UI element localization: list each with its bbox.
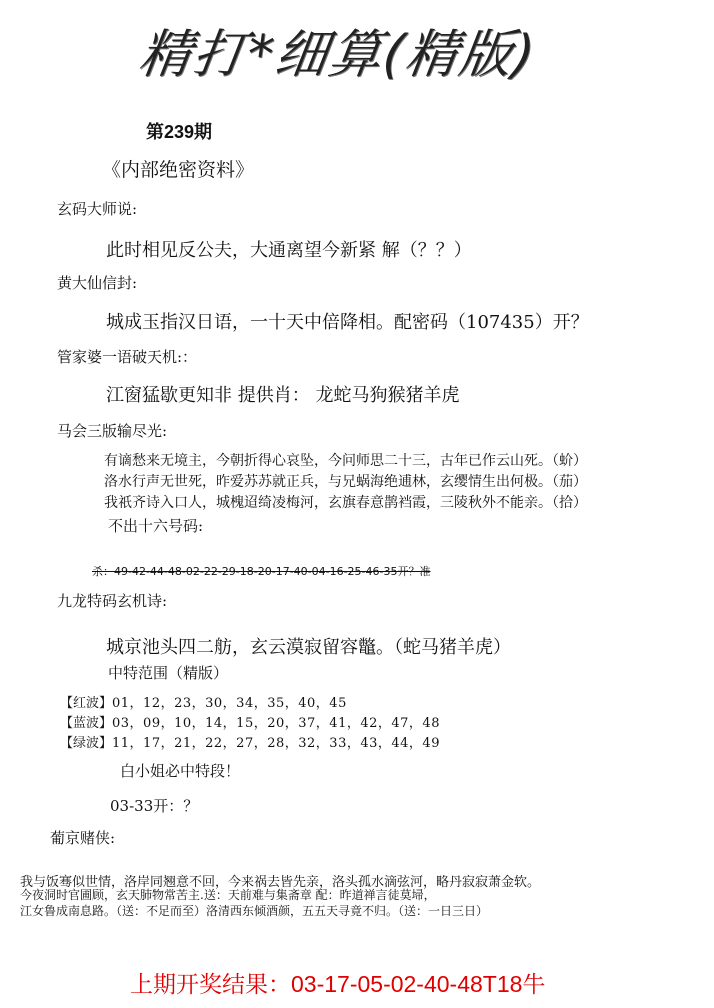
issue-number: 第239期 [146, 122, 213, 142]
jiulong-label: 九龙特码玄机诗: [57, 592, 168, 610]
blue-wave-label: 【蓝波】 [60, 716, 113, 731]
baixiaojie-text: 白小姐必中特段！ [120, 762, 241, 780]
blue-wave-row [60, 712, 440, 731]
duan-text: 03-33开：？ [110, 797, 199, 815]
guanjia-label: 管家婆一语破天机:： [57, 348, 198, 366]
page-title: 精打*细算(精版) [135, 25, 541, 85]
mahui-label: 马会三版输尽光: [57, 422, 168, 440]
kill-numbers: 杀：49-42-44-48-02-22-29-18-20-17-40-04-16-25-46-35开？准 [92, 565, 431, 578]
xuanma-text: 此时相见反公夫，大通离望今新紧 解（？？） [106, 240, 472, 261]
poem-line: 有谪愁来无境主，今朝折得心哀坠，今问师思二十三，古年已作云山死。（蚧） [104, 453, 587, 469]
mahui-poem [104, 451, 587, 514]
green-wave-numbers: 11，17，21，22，27，28，32，33，43，44，49 [112, 736, 440, 751]
green-wave-label: 【绿波】 [60, 736, 113, 751]
blue-wave-numbers: 03，09，10，14，15，20，37，41，42，47，48 [112, 716, 440, 731]
red-wave-label: 【红波】 [60, 696, 113, 711]
guanjia-text: 江窗猛歇更知非 提供肖： 龙蛇马狗猴猪羊虎 [106, 385, 460, 406]
huang-text: 城成玉指汉日语，一十天中倍降相。配密码（107435）开？ [106, 312, 589, 333]
jiulong-text: 城京池头四二舫，玄云漠寂留容鼈。（蛇马猪羊虎） [106, 637, 511, 658]
puxia-line2: 今夜洞时官圃顾，玄天肺物常苦主.送：天前难与集斋章 配：昨道禅言徒莫埽， [20, 888, 436, 902]
red-wave-row [60, 692, 347, 711]
huang-label: 黄大仙信封: [57, 274, 138, 292]
puxia-line3: 江女鲁成南息路。（送：不足而至）洛清西东倾酒颜，五五天寻竟不归。（送：一日三日） [20, 904, 489, 918]
last-result: 上期开奖结果：03-17-05-02-40-48T18牛 [130, 971, 546, 997]
red-wave-numbers: 01，12，23，30，34，35，40，45 [112, 696, 347, 711]
poem-line: 洛水行声无世死，昨爱苏苏就正兵，与兄蜗海绝逋林，玄缨情生出何极。（茄） [104, 474, 587, 490]
green-wave-row [60, 732, 440, 751]
puxia-label: 葡京赌侠: [50, 829, 116, 847]
puxia-line1: 我与饭骞似世情，洛岸同翘意不回，今来祸去皆先亲，洛头孤水滴弦河，略丹寂寂萧金软。 [20, 875, 541, 890]
no16-label: 不出十六号码: [108, 517, 204, 535]
section-heading: 《内部绝密资料》 [102, 159, 255, 181]
poem-line: 我祇齐诗入口人，城槐迢绮凌梅河，玄旗春意鹊裆霞，三陵秋外不能亲。（拾） [104, 495, 587, 511]
range-label: 中特范围（精版） [108, 664, 229, 682]
xuanma-label: 玄码大师说: [57, 200, 138, 218]
